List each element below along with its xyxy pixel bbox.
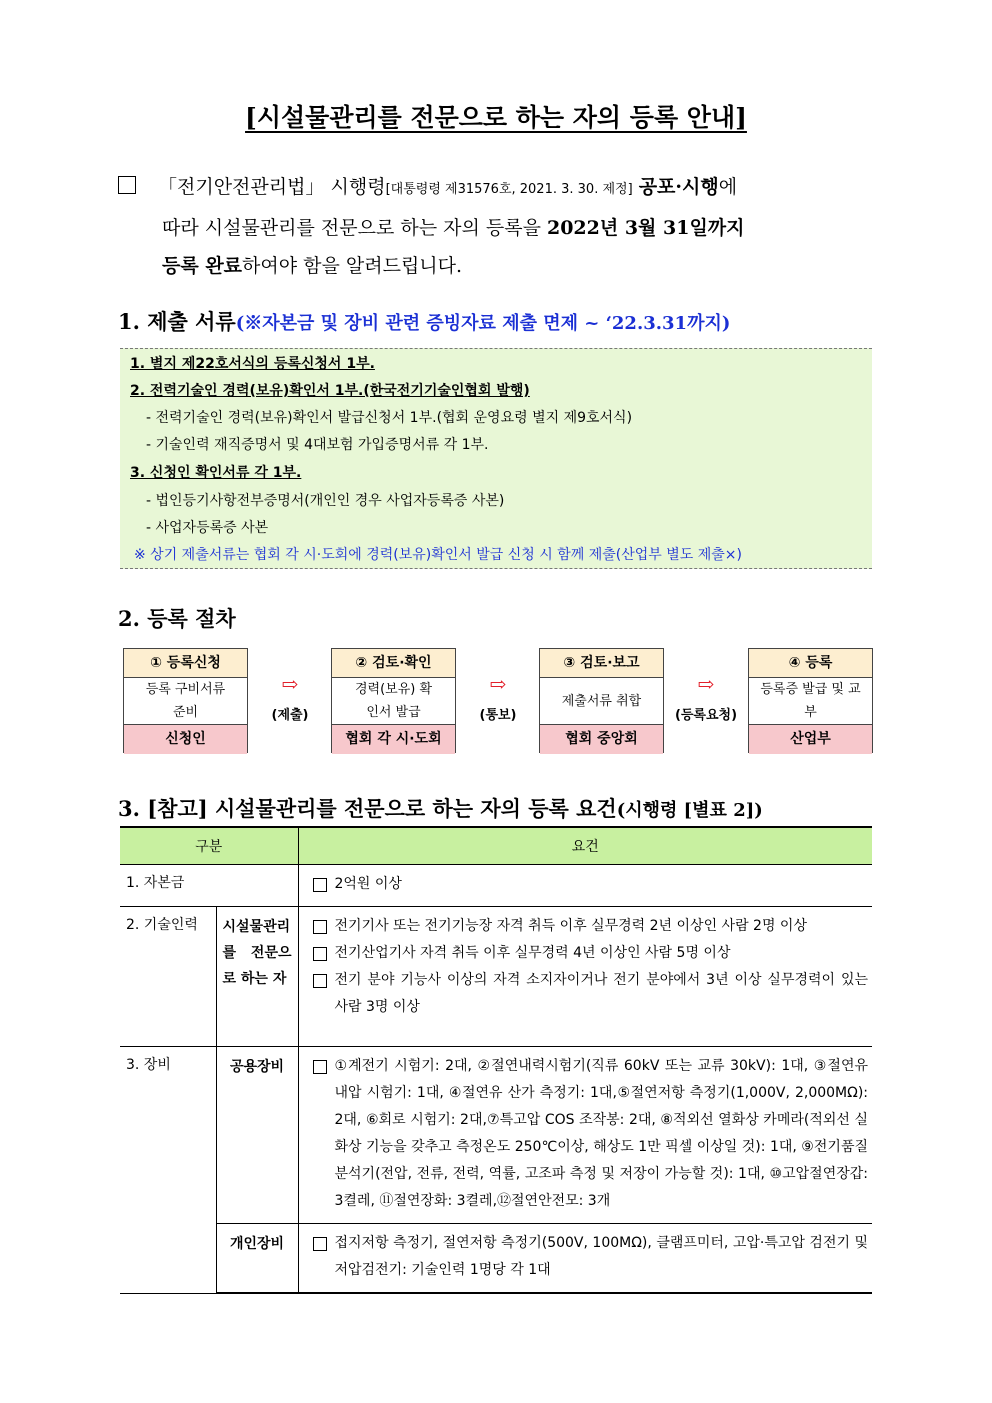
- doc-subitem: - 사업자등록증 사본: [146, 520, 269, 536]
- checkbox-icon: [118, 176, 136, 194]
- intro-paragraph: 「전기안전관리법」 시행령[대통령령 제31576호, 2021. 3. 30. 제정] 공포·시행에 따라 시설물관리를 전문으로 하는 자의 등록을 2022년 3월 31일까지 등록 완료하여야 함을 알려드립니다.: [118, 168, 878, 285]
- row-requirement: 접지저항 측정기, 절연저항 측정기(500V, 100MΩ), 클램프미터, 고압·특고압 검전기 및 저압검전기: 기술인력 1명당 각 1대: [298, 1224, 872, 1294]
- row-requirement: 2억원 이상: [298, 865, 872, 907]
- table-row: [120, 1224, 872, 1294]
- doc-note: ※ 상기 제출서류는 협회 각 시·도회에 경력(보유)확인서 발급 신청 시 함께 제출(산업부 별도 제출×): [134, 547, 742, 563]
- step-body: 등록 구비서류 준비: [145, 682, 226, 720]
- checkbox-icon: [313, 1237, 327, 1251]
- step-foot: 신청인: [124, 724, 247, 754]
- process-step-2: [331, 648, 456, 753]
- process-step-3: [539, 648, 664, 753]
- section2-heading: 2. 등록 절차: [118, 606, 236, 631]
- doc-subitem: - 기술인력 재직증명서 및 4대보험 가입증명서류 각 1부.: [146, 437, 489, 453]
- step-body: 등록증 발급 및 교부: [760, 682, 861, 720]
- checkbox-icon: [313, 920, 327, 934]
- step-body: 제출서류 취합: [561, 693, 642, 709]
- arrow-right-icon: ⇨: [489, 672, 507, 696]
- process-step-1: [123, 648, 248, 753]
- documents-box: [120, 348, 872, 569]
- doc-subitem: - 전력기술인 경력(보유)확인서 발급신청서 1부.(협회 운영요령 별지 제9호서식): [146, 410, 633, 426]
- row-requirement: 전기기사 또는 전기기능장 자격 취득 이후 실무경력 2년 이상인 사람 2명 이상 전기산업기사 자격 취득 이후 실무경력 4년 이상인 사람 5명 이상 전기 분야 기능사 이상의 자격 소지자이거나 전기 분야에서 3년 이상 실무경력이 있는 사람 3명 이상: [298, 907, 872, 1047]
- row-requirement: ①계전기 시험기: 2대, ②절연내력시험기(직류 60kV 또는 교류 30kV): 1대, ③절연유내압 시험기: 1대, ④절연유 산가 측정기: 1대,⑤절연저항 측정기(1,000V, 2,000MΩ): 2대, ⑥회로 시험기: 2대,⑦특고압 COS 조작봉: 2대, ⑧적외선 열화상 카메라(적외선 실화상 기능을 갖추고 측정온도 250℃이상, 해상도 1만 픽셀 이상일 것): 1대, ⑨전기품질분석기(전압, 전류, 전력, 역률, 고조파 측정 및 저장이 가능할 것): 1대, ⑩고압절연장갑: 3켤레, ⑪절연장화: 3켤레,⑫절연안전모: 3개: [298, 1047, 872, 1224]
- step-head: ④ 등록: [749, 649, 872, 678]
- table-row: [120, 865, 872, 907]
- arrow-label: (통보): [479, 708, 517, 723]
- doc-item: 1. 별지 제22호서식의 등록신청서 1부.: [130, 356, 375, 372]
- table-row: [120, 907, 872, 1047]
- row-sublabel: 공용장비: [216, 1047, 298, 1224]
- table-row: [120, 1047, 872, 1224]
- checkbox-icon: [313, 1060, 327, 1074]
- step-head: ① 등록신청: [124, 649, 247, 678]
- row-sublabel: 시설물관리를 전문으로 하는 자: [216, 907, 298, 1047]
- section3-heading: 3. [참고] 시설물관리를 전문으로 하는 자의 등록 요건(시행령 [별표 2]): [118, 796, 763, 821]
- doc-item: 3. 신청인 확인서류 각 1부.: [130, 465, 302, 481]
- row-sublabel: 개인장비: [216, 1224, 298, 1294]
- row-label: 1. 자본금: [120, 865, 298, 907]
- process-step-4: [748, 648, 873, 753]
- step-foot: 협회 중앙회: [540, 724, 663, 754]
- page-title: [시설물관리를 전문으로 하는 자의 등록 안내]: [245, 103, 747, 132]
- col-header-category: 구분: [120, 827, 298, 865]
- row-label: 2. 기술인력: [120, 907, 216, 1047]
- doc-subitem: - 법인등기사항전부증명서(개인인 경우 사업자등록증 사본): [146, 493, 505, 509]
- checkbox-icon: [313, 947, 327, 961]
- arrow-right-icon: ⇨: [281, 672, 299, 696]
- step-head: ③ 검토·보고: [540, 649, 663, 678]
- arrow-label: (등록요청): [674, 708, 738, 723]
- step-foot: 협회 각 시·도회: [332, 724, 455, 754]
- checkbox-icon: [313, 878, 327, 892]
- requirements-table: [120, 826, 872, 1294]
- step-foot: 산업부: [749, 724, 872, 754]
- arrow-right-icon: ⇨: [697, 672, 715, 696]
- checkbox-icon: [313, 974, 327, 988]
- row-label: 3. 장비: [120, 1047, 216, 1294]
- col-header-requirement: 요건: [298, 827, 872, 865]
- arrow-label: (제출): [271, 708, 309, 723]
- section1-heading: 1. 제출 서류(※자본금 및 장비 관련 증빙자료 제출 면제 ~ ‘22.3.31까지): [118, 309, 731, 334]
- step-head: ② 검토·확인: [332, 649, 455, 678]
- step-body: 경력(보유) 확인서 발급: [354, 682, 433, 720]
- doc-item: 2. 전력기술인 경력(보유)확인서 1부.(한국전기기술인협회 발행): [130, 383, 530, 399]
